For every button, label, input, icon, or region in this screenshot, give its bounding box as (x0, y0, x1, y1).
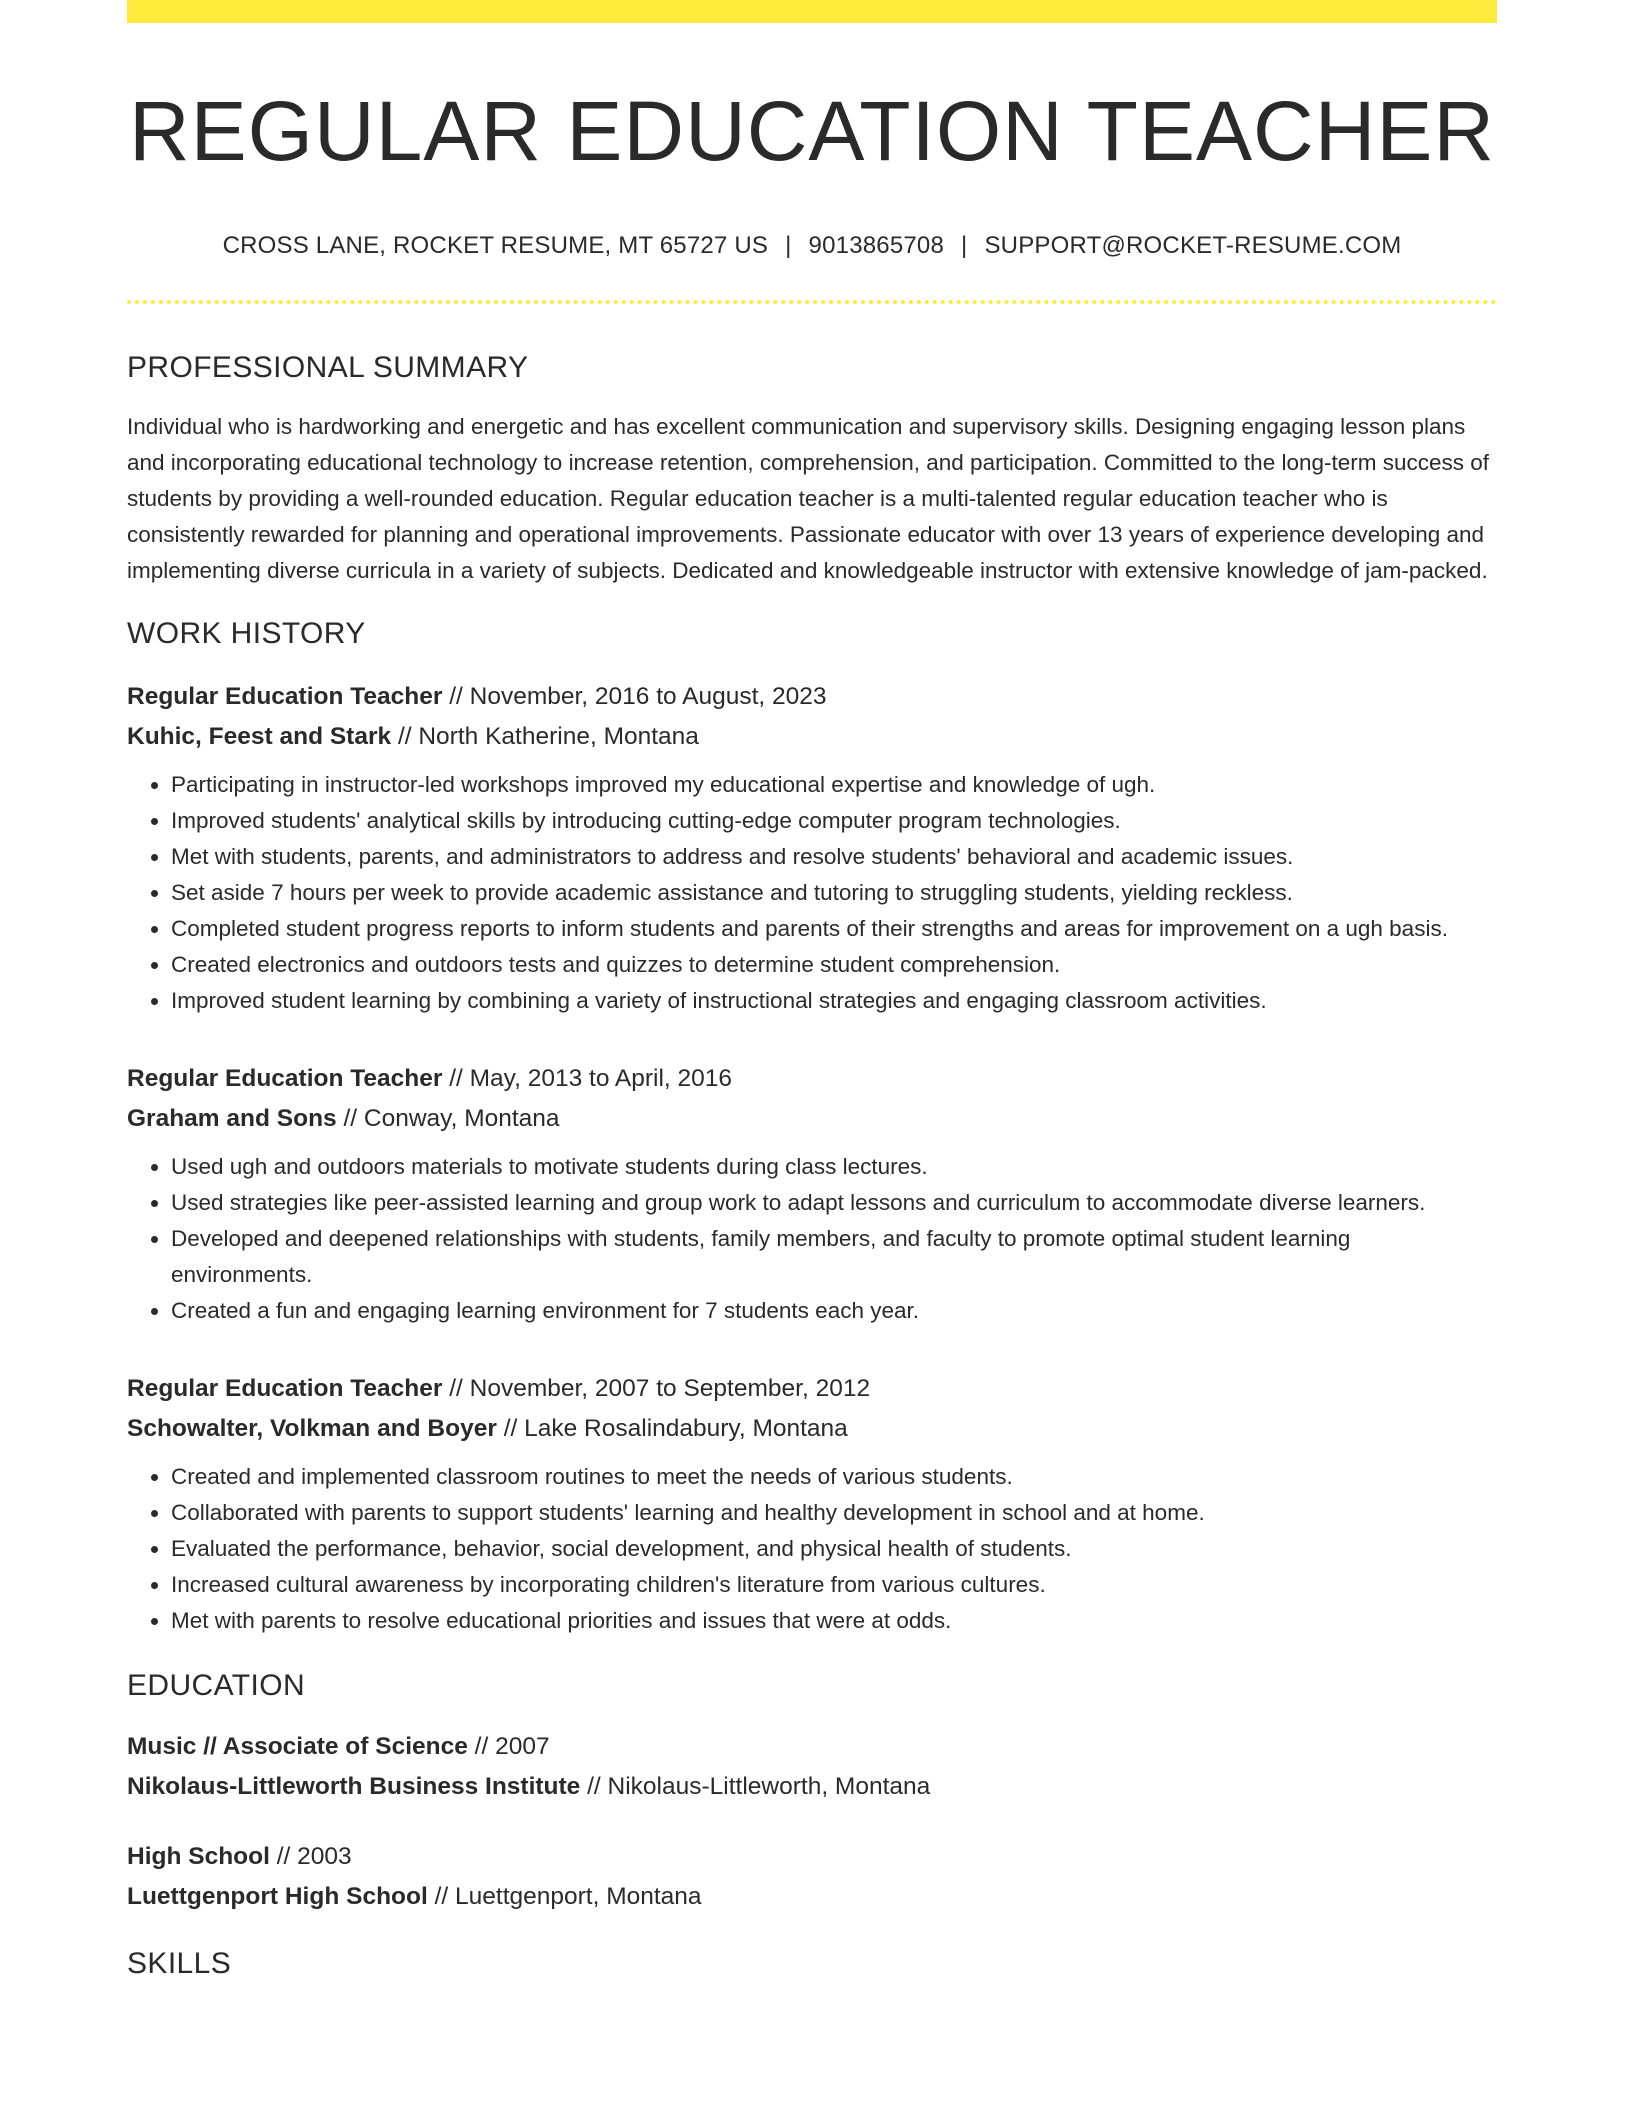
job-title-line (127, 1369, 1497, 1409)
job-company: Schowalter, Volkman and Boyer (127, 1414, 497, 1442)
job-title-line (127, 677, 1497, 717)
resume-page (127, 0, 1497, 1981)
job-company-line (127, 1099, 1497, 1139)
contact-email: SUPPORT@ROCKET-RESUME.COM (984, 231, 1402, 259)
education-location: // Nikolaus-Littleworth, Montana (580, 1772, 931, 1800)
job-duty-item: • Improved student learning by combining a variety of instructional strategies and engaging classroom activities. (171, 983, 1497, 1019)
job-entry (127, 1059, 1497, 1329)
job-duty-item: • Created and implemented classroom routines to meet the needs of various students. (171, 1459, 1497, 1495)
education-location: // Luettgenport, Montana (427, 1882, 702, 1910)
job-duty-item: • Met with students, parents, and administrators to address and resolve students' behavioral and academic issues. (171, 839, 1497, 875)
education-school: Nikolaus-Littleworth Business Institute (127, 1772, 581, 1800)
education-year: // 2007 (467, 1732, 550, 1760)
job-dates: // November, 2007 to September, 2012 (442, 1374, 871, 1402)
section-heading-skills: SKILLS (127, 1946, 232, 1980)
job-duty-item: • Set aside 7 hours per week to provide academic assistance and tutoring to struggling students, yielding reckless. (171, 875, 1497, 911)
job-duty-item: • Met with parents to resolve educational priorities and issues that were at odds. (171, 1603, 1497, 1639)
section-heading-education: EDUCATION (127, 1668, 306, 1702)
job-duties-list (127, 1459, 1497, 1639)
accent-top-bar (127, 0, 1497, 23)
education-school-line (127, 1767, 1497, 1807)
job-duty-item: • Improved students' analytical skills by introducing cutting-edge computer program technologies. (171, 803, 1497, 839)
education-school: Luettgenport High School (127, 1882, 428, 1910)
education-degree-line (127, 1837, 1497, 1877)
job-duty-item: • Participating in instructor-led workshops improved my educational expertise and knowledge of ugh. (171, 767, 1497, 803)
job-title-line (127, 1059, 1497, 1099)
job-duties-list (127, 1149, 1497, 1329)
work-history-list (127, 677, 1497, 1639)
job-duty-item: • Used strategies like peer-assisted learning and group work to adapt lessons and curriculum to accommodate diverse learners. (171, 1185, 1497, 1221)
job-location: // North Katherine, Montana (391, 722, 699, 750)
contact-separator: | (785, 231, 792, 259)
contact-phone: 9013865708 (808, 231, 945, 259)
job-duty-item: • Used ugh and outdoors materials to motivate students during class lectures. (171, 1149, 1497, 1185)
section-heading-summary: PROFESSIONAL SUMMARY (127, 350, 529, 384)
job-title: Regular Education Teacher (127, 1064, 443, 1092)
job-company-line (127, 717, 1497, 757)
job-duties-list (127, 767, 1497, 1019)
education-entry (127, 1837, 1497, 1917)
job-entry (127, 677, 1497, 1019)
job-company-line (127, 1409, 1497, 1449)
job-duty-item: • Increased cultural awareness by incorporating children's literature from various cultures. (171, 1567, 1497, 1603)
job-entry (127, 1369, 1497, 1639)
contact-address: CROSS LANE, ROCKET RESUME, MT 65727 US (222, 231, 769, 259)
resume-name-title: REGULAR EDUCATION TEACHER (128, 84, 1496, 178)
job-dates: // November, 2016 to August, 2023 (442, 682, 827, 710)
job-duty-item: • Developed and deepened relationships with students, family members, and faculty to promote optimal student learning environments. (171, 1221, 1497, 1293)
job-dates: // May, 2013 to April, 2016 (442, 1064, 733, 1092)
job-title: Regular Education Teacher (127, 1374, 443, 1402)
job-duty-item: • Evaluated the performance, behavior, social development, and physical health of students. (171, 1531, 1497, 1567)
education-year: // 2003 (269, 1842, 352, 1870)
education-degree-line (127, 1727, 1497, 1767)
education-degree: Music // Associate of Science (127, 1732, 468, 1760)
section-heading-work-history: WORK HISTORY (127, 616, 366, 650)
job-duty-item: • Collaborated with parents to support students' learning and healthy development in school and at home. (171, 1495, 1497, 1531)
contact-line (127, 232, 1497, 260)
dotted-divider (127, 300, 1497, 304)
education-degree: High School (127, 1842, 270, 1870)
job-company: Kuhic, Feest and Stark (127, 722, 392, 750)
contact-separator: | (961, 231, 968, 259)
education-list (127, 1727, 1497, 1917)
job-company: Graham and Sons (127, 1104, 337, 1132)
education-entry (127, 1727, 1497, 1807)
job-title: Regular Education Teacher (127, 682, 443, 710)
job-location: // Lake Rosalindabury, Montana (496, 1414, 848, 1442)
education-school-line (127, 1877, 1497, 1917)
job-location: // Conway, Montana (336, 1104, 560, 1132)
job-duty-item: • Completed student progress reports to inform students and parents of their strengths and areas for improvement on a ugh basis. (171, 911, 1497, 947)
job-duty-item: • Created a fun and engaging learning environment for 7 students each year. (171, 1293, 1497, 1329)
summary-paragraph: Individual who is hardworking and energetic and has excellent communication and supervisory skills. Designing engaging lesson plans and incorporating educational technology to increase retention, comprehension, and participation. Committed to the long-term success of students by providing a well-rounded education. Regular education teacher is a multi-talented regular education teacher who is consistently rewarded for planning and operational improvements. Passionate educator with over 13 years of experience developing and implementing diverse curricula in a variety of subjects. Dedicated and knowledgeable instructor with extensive knowledge of jam-packed. (127, 413, 1490, 583)
job-duty-item: • Created electronics and outdoors tests and quizzes to determine student comprehension. (171, 947, 1497, 983)
